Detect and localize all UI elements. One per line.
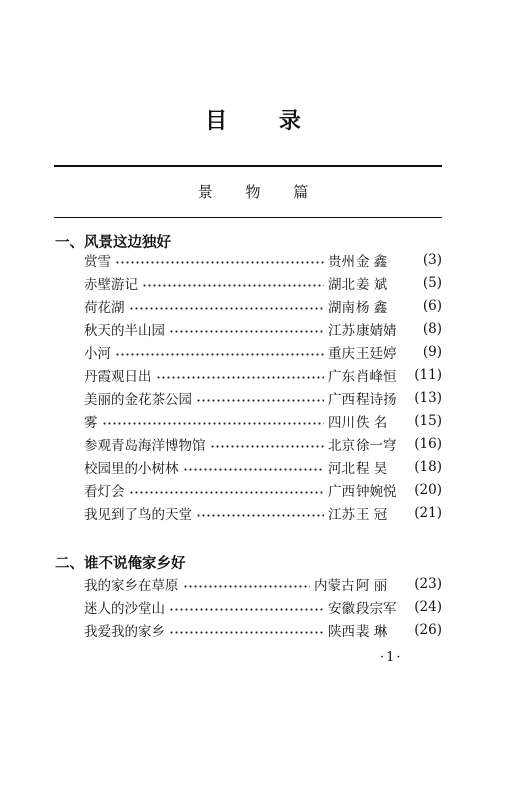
entry-province: 内蒙古 xyxy=(314,578,355,594)
entry-page: (5) xyxy=(422,275,442,291)
entry-page: (8) xyxy=(422,321,442,337)
entry-province: 江苏 xyxy=(328,507,355,523)
toc-entry[interactable] xyxy=(84,341,442,363)
entry-title: 小河 xyxy=(84,346,111,362)
entry-province: 江苏 xyxy=(328,323,355,339)
toc-entry[interactable] xyxy=(84,364,442,386)
toc-entry[interactable] xyxy=(84,318,442,340)
entry-author: 姜 斌 xyxy=(356,277,388,293)
entry-page: (16) xyxy=(414,436,442,452)
leader-dots xyxy=(169,330,324,333)
leader-dots xyxy=(129,491,325,494)
toc-entry[interactable] xyxy=(84,249,442,271)
toc-entry[interactable] xyxy=(84,387,442,409)
entry-author: 阿 丽 xyxy=(356,578,388,594)
entry-province: 广东 xyxy=(328,369,355,385)
entry-title: 美丽的金花茶公园 xyxy=(84,392,192,408)
entry-page: (21) xyxy=(414,505,442,521)
entry-title: 迷人的沙堂山 xyxy=(84,601,165,617)
entry-page: (15) xyxy=(414,413,442,429)
entry-page: (23) xyxy=(414,576,442,592)
entry-title: 我爱我的家乡 xyxy=(84,624,165,640)
leader-dots xyxy=(183,585,311,588)
entry-author: 程诗扬 xyxy=(356,392,397,408)
entry-province: 河北 xyxy=(328,461,355,477)
entry-author: 钟婉悦 xyxy=(356,484,397,500)
toc-entry[interactable] xyxy=(84,456,442,478)
toc-entry[interactable] xyxy=(84,502,442,524)
leader-dots xyxy=(115,261,324,264)
leader-dots xyxy=(156,376,325,379)
entry-title: 参观青岛海洋博物馆 xyxy=(84,438,206,454)
entry-province: 重庆 xyxy=(328,346,355,362)
toc-entry[interactable] xyxy=(84,596,442,618)
entry-province: 安徽 xyxy=(328,601,355,617)
page-number: ·1· xyxy=(380,650,403,665)
entry-author: 金 鑫 xyxy=(356,254,388,270)
entry-page: (13) xyxy=(414,390,442,406)
entry-title: 我见到了鸟的天堂 xyxy=(84,507,192,523)
toc-entry[interactable] xyxy=(84,619,442,641)
section-label: 景 物 篇 xyxy=(197,183,323,201)
entry-title: 赏雪 xyxy=(84,254,111,270)
toc-entry[interactable] xyxy=(84,479,442,501)
entry-page: (18) xyxy=(414,459,442,475)
group-heading-1: 一、风景这边独好 xyxy=(55,235,171,251)
entry-author: 徐一穹 xyxy=(356,438,397,454)
entry-page: (6) xyxy=(422,298,442,314)
toc-entry[interactable] xyxy=(84,410,442,432)
leader-dots xyxy=(102,422,325,425)
entry-page: (11) xyxy=(414,367,442,383)
entry-author: 王 冠 xyxy=(356,507,388,523)
entry-page: (3) xyxy=(422,252,442,268)
entry-province: 四川 xyxy=(328,415,355,431)
entry-title: 看灯会 xyxy=(84,484,125,500)
entry-title: 校园里的小树林 xyxy=(84,461,179,477)
entry-province: 贵州 xyxy=(328,254,355,270)
leader-dots xyxy=(169,631,324,634)
entry-author: 佚 名 xyxy=(356,415,388,431)
leader-dots xyxy=(210,445,325,448)
leader-dots xyxy=(196,514,324,517)
toc-entry[interactable] xyxy=(84,433,442,455)
entry-title: 赤壁游记 xyxy=(84,277,138,293)
entry-author: 王廷婷 xyxy=(356,346,397,362)
entry-page: (24) xyxy=(414,599,442,615)
entry-province: 陕西 xyxy=(328,624,355,640)
entry-author: 肖峰恒 xyxy=(356,369,397,385)
leader-dots xyxy=(115,353,324,356)
entry-title: 丹霞观日出 xyxy=(84,369,152,385)
group-heading-2: 二、谁不说俺家乡好 xyxy=(55,556,186,572)
leader-dots xyxy=(196,399,324,402)
entry-page: (26) xyxy=(414,622,442,638)
toc-entry[interactable] xyxy=(84,295,442,317)
entry-province: 广西 xyxy=(328,392,355,408)
entry-province: 湖北 xyxy=(328,277,355,293)
leader-dots xyxy=(183,468,325,471)
leader-dots xyxy=(142,284,324,287)
entry-province: 广西 xyxy=(328,484,355,500)
entry-page: (20) xyxy=(414,482,442,498)
toc-entry[interactable] xyxy=(84,573,442,595)
entry-title: 秋天的半山园 xyxy=(84,323,165,339)
entry-author: 裴 琳 xyxy=(356,624,388,640)
entry-author: 程 昊 xyxy=(356,461,388,477)
leader-dots xyxy=(129,307,325,310)
toc-entry[interactable] xyxy=(84,272,442,294)
entry-province: 湖南 xyxy=(328,300,355,316)
page-title: 目 录 xyxy=(205,109,323,134)
entry-page: (9) xyxy=(422,344,442,360)
top-rule xyxy=(54,165,442,167)
entry-title: 我的家乡在草原 xyxy=(84,578,179,594)
bottom-rule xyxy=(54,217,442,218)
entry-province: 北京 xyxy=(328,438,355,454)
entry-title: 雾 xyxy=(84,415,98,431)
entry-title: 荷花湖 xyxy=(84,300,125,316)
entry-author: 杨 鑫 xyxy=(356,300,388,316)
leader-dots xyxy=(169,608,324,611)
entry-author: 康婧婧 xyxy=(356,323,397,339)
entry-author: 段宗军 xyxy=(356,601,397,617)
